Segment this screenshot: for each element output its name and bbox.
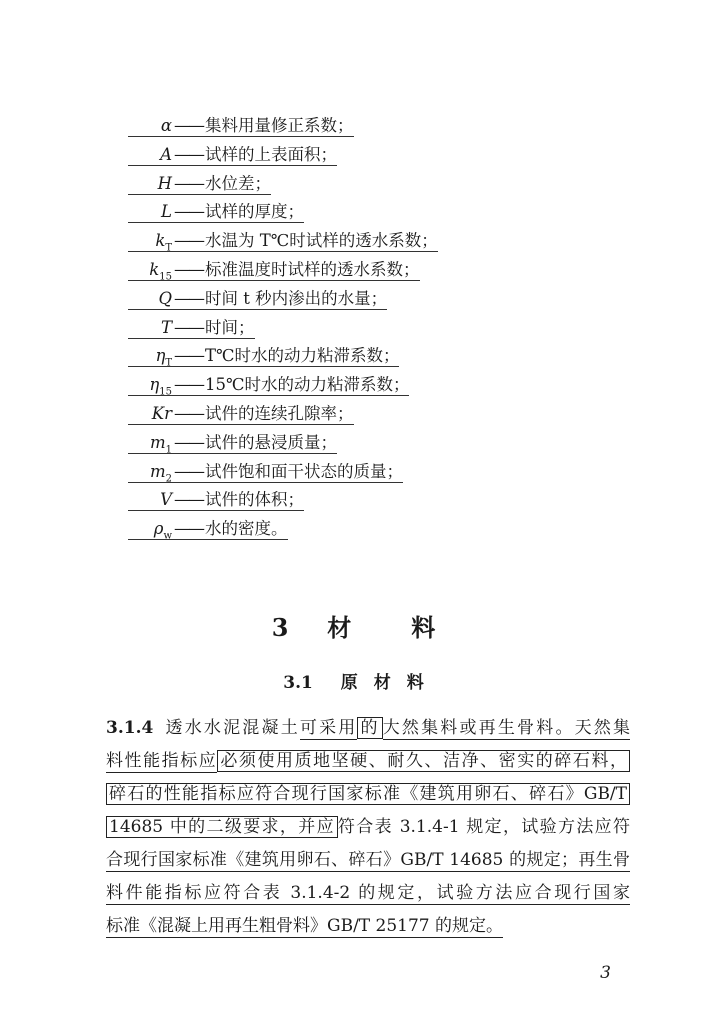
- definition-row: [128, 515, 438, 544]
- page-number: 3: [600, 963, 611, 983]
- definition-row: [128, 112, 438, 141]
- definition-text: 试件的连续孔隙率；: [205, 403, 354, 423]
- definition-underline: [128, 289, 387, 310]
- symbol-base: k: [155, 231, 166, 251]
- boxed-text: 碎石的性能指标应符合现行国家标准《建筑用卵石、碎石》GB/T: [106, 783, 630, 805]
- definition-underline: [128, 375, 409, 396]
- symbol-subscript: 2: [165, 472, 172, 484]
- inserted-text: 或再生骨料。天然集: [459, 718, 631, 738]
- section-title-char: 原: [340, 673, 358, 693]
- definition-row: [128, 141, 438, 170]
- symbol-base: H: [157, 173, 172, 193]
- definition-row: [128, 256, 438, 285]
- paragraph-line: [106, 844, 630, 877]
- em-dash: ——: [174, 144, 203, 164]
- em-dash: ——: [174, 202, 203, 222]
- definition-text: T℃时水的动力粘滞系数；: [205, 346, 400, 366]
- paragraph-line: [106, 811, 630, 844]
- inserted-text: 料性能指标应: [106, 751, 218, 771]
- symbol-subscript: 15: [159, 271, 172, 283]
- definition-underline: [128, 346, 399, 367]
- section-title-char: 材: [373, 673, 391, 693]
- inserted-text: 可: [299, 718, 320, 738]
- section-heading: [0, 668, 707, 693]
- definition-text: 标准温度时试样的透水系数；: [205, 259, 420, 279]
- symbol-subscript: w: [163, 530, 172, 542]
- symbol-base: Kr: [151, 403, 172, 423]
- boxed-text: 14685 中的二级要求，并应: [106, 816, 338, 838]
- definition-row: [128, 342, 438, 371]
- symbol-base: Q: [158, 288, 172, 308]
- definition-row: [128, 400, 438, 429]
- definition-text: 水的密度。: [205, 519, 288, 539]
- em-dash: ——: [174, 375, 203, 395]
- definition-row: [128, 198, 438, 227]
- definition-row: [128, 314, 438, 343]
- em-dash: ——: [174, 461, 203, 481]
- paragraph-line: [106, 910, 630, 943]
- symbol-subscript: T: [165, 357, 172, 369]
- definition-row: [128, 458, 438, 487]
- symbol-base: α: [160, 116, 172, 135]
- em-dash: ——: [174, 259, 203, 279]
- text-run: 透水水泥混凝土: [163, 718, 300, 738]
- definition-underline: [128, 490, 304, 511]
- definition-text: 水位差；: [205, 173, 271, 193]
- symbol-base: T: [160, 317, 172, 337]
- definition-row: [128, 486, 438, 515]
- symbol-definitions: [128, 112, 438, 544]
- definition-text: 试样的厚度；: [205, 202, 304, 222]
- chapter-title-part: 料: [411, 613, 436, 642]
- definition-underline: [128, 174, 271, 195]
- em-dash: ——: [174, 173, 203, 193]
- definition-row: [128, 285, 438, 314]
- definition-text: 试件饱和面干状态的质量；: [205, 461, 403, 481]
- symbol-base: L: [161, 202, 172, 222]
- symbol-base: A: [160, 144, 172, 164]
- inserted-text: 大然集料: [382, 718, 460, 738]
- definition-underline: [128, 260, 420, 281]
- definition-text: 15℃时水的动力粘滞系数；: [205, 375, 410, 395]
- paragraph-line: [106, 877, 630, 910]
- section-number: 3.1: [283, 673, 313, 693]
- symbol-base: m: [149, 432, 166, 452]
- definition-underline: [128, 519, 288, 540]
- definition-row: [128, 371, 438, 400]
- paragraph-line: [106, 745, 630, 778]
- definition-text: 集料用量修正系数；: [205, 116, 354, 135]
- definition-text: 时间；: [205, 317, 255, 337]
- definition-text: 水温为 T℃时试样的透水系数；: [205, 231, 438, 251]
- definition-row: [128, 429, 438, 458]
- definition-underline: [128, 318, 255, 339]
- em-dash: ——: [174, 288, 203, 308]
- definition-underline: [128, 462, 403, 483]
- symbol-subscript: 1: [165, 444, 172, 456]
- definition-text: 试样的上表面积；: [205, 144, 337, 164]
- symbol-base: ρ: [153, 519, 164, 539]
- symbol-base: η: [149, 375, 160, 395]
- boxed-text: 的: [357, 717, 382, 739]
- definition-row: [128, 227, 438, 256]
- em-dash: ——: [174, 403, 203, 423]
- paragraph-line: [106, 712, 630, 745]
- symbol-base: η: [155, 346, 166, 366]
- em-dash: ——: [174, 317, 203, 337]
- em-dash: ——: [174, 490, 203, 510]
- definition-underline: [128, 145, 337, 166]
- inserted-text: 合现行国家标准《建筑用卵石、碎石》GB/T 14685 的规定；再生骨: [106, 850, 630, 870]
- clause-paragraph: [106, 712, 630, 943]
- definition-underline: [128, 231, 438, 252]
- inserted-text: 标准《混凝上用再生粗骨料》GB/T 25177 的规定。: [106, 916, 504, 936]
- em-dash: ——: [174, 519, 203, 539]
- definition-underline: [128, 433, 337, 454]
- symbol-subscript: 15: [159, 386, 172, 398]
- definition-underline: [128, 202, 304, 223]
- em-dash: ——: [174, 432, 203, 452]
- inserted-text: 料件能指标应符合表 3.1.4-2 的规定，试验方法应合现行国家: [106, 883, 630, 903]
- symbol-base: V: [160, 490, 172, 510]
- symbol-base: k: [149, 259, 160, 279]
- em-dash: ——: [174, 231, 203, 251]
- em-dash: ——: [174, 116, 203, 135]
- em-dash: ——: [174, 346, 203, 366]
- chapter-title-part: 材: [327, 613, 352, 642]
- section-title-char: 料: [406, 673, 424, 693]
- definition-row: [128, 170, 438, 199]
- definition-underline: [128, 404, 354, 425]
- symbol-cell: [128, 515, 172, 551]
- chapter-heading: [0, 608, 707, 643]
- definition-text: 试件的悬浸质量；: [205, 432, 337, 452]
- symbol-base: m: [149, 461, 166, 481]
- chapter-number: 3: [271, 613, 289, 642]
- definition-text: 试件的体积；: [205, 490, 304, 510]
- text-run: 符合表 3.1.4-1 规定，试验方法应符: [337, 817, 631, 837]
- boxed-text: 必须使用质地坚硬、耐久、洁净、密实的碎石料，: [217, 750, 630, 772]
- paragraph-line: [106, 778, 630, 811]
- clause-number: 3.1.4: [106, 718, 154, 738]
- inserted-text: 采用: [319, 718, 358, 738]
- definition-text: 时间 t 秒内渗出的水量；: [205, 288, 388, 308]
- symbol-subscript: T: [165, 242, 172, 254]
- definition-underline: [128, 116, 354, 137]
